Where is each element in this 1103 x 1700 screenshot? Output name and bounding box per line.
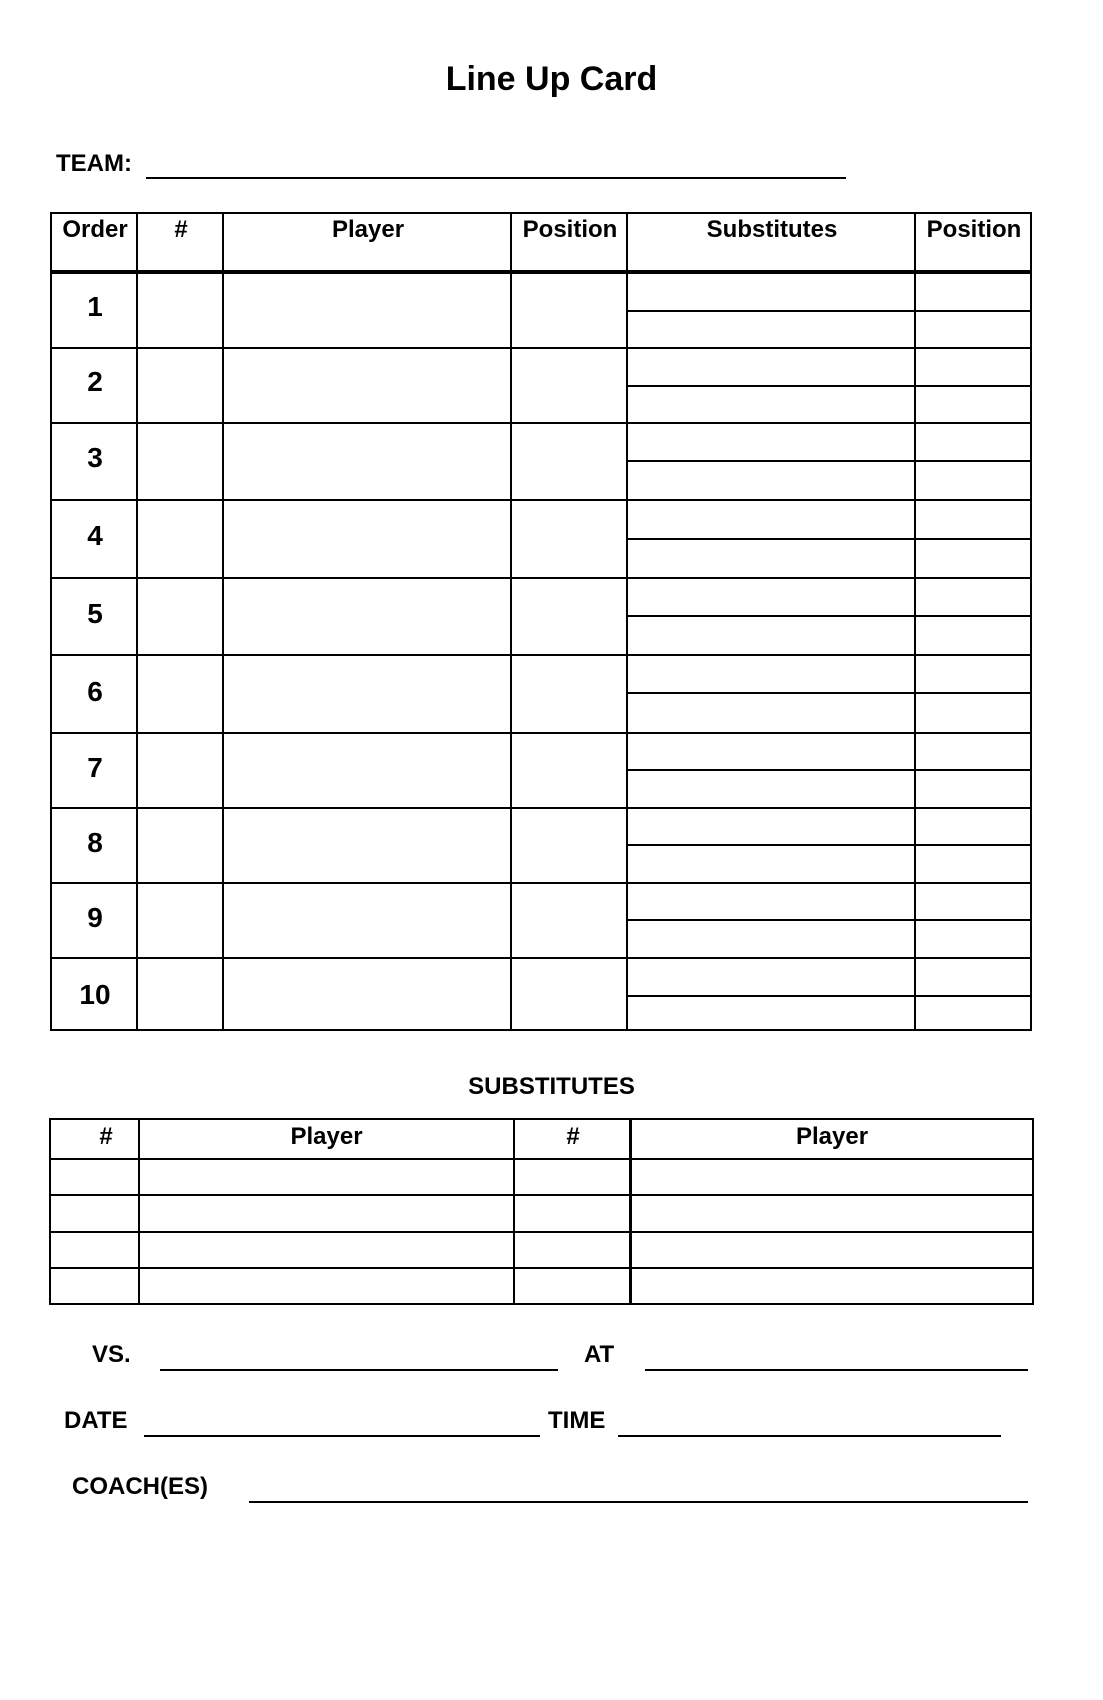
row-divider <box>52 732 1030 734</box>
coach-input-line[interactable] <box>249 1501 1028 1503</box>
date-label: DATE <box>64 1407 128 1434</box>
header-sub-number-2: # <box>566 1123 580 1150</box>
time-input-line[interactable] <box>618 1435 1001 1437</box>
row-divider <box>52 577 1030 579</box>
order-number: 8 <box>87 827 103 858</box>
row-divider <box>52 957 1030 959</box>
vs-input-line[interactable] <box>160 1369 558 1371</box>
header-sub-number: # <box>99 1123 113 1150</box>
order-number: 5 <box>87 598 103 629</box>
at-label: AT <box>584 1341 615 1368</box>
at-input-line[interactable] <box>645 1369 1028 1371</box>
header-position: Position <box>522 216 618 243</box>
row-divider <box>51 1158 1032 1160</box>
row-divider <box>52 807 1030 809</box>
header-order: Order <box>62 216 128 243</box>
order-number: 9 <box>87 902 103 933</box>
column-divider <box>626 214 628 1029</box>
column-divider <box>510 214 512 1029</box>
vs-label: VS. <box>92 1341 131 1368</box>
column-divider <box>914 214 916 1029</box>
substitute-line <box>626 538 1030 540</box>
order-number: 3 <box>87 442 103 473</box>
order-number: 6 <box>87 676 103 707</box>
row-divider <box>52 654 1030 656</box>
header-divider <box>52 270 1030 274</box>
order-number: 7 <box>87 752 103 783</box>
order-number: 2 <box>87 366 103 397</box>
substitute-line <box>626 460 1030 462</box>
column-divider <box>222 214 224 1029</box>
time-label: TIME <box>548 1407 606 1434</box>
substitute-line <box>626 692 1030 694</box>
row-divider <box>52 347 1030 349</box>
substitute-line <box>626 615 1030 617</box>
page-title: Line Up Card <box>445 60 658 98</box>
order-number: 4 <box>87 520 103 551</box>
team-label: TEAM: <box>56 150 132 177</box>
header-substitutes: Substitutes <box>706 216 838 243</box>
coach-label: COACH(ES) <box>72 1473 208 1500</box>
substitutes-table <box>49 1118 1034 1305</box>
substitute-line <box>626 310 1030 312</box>
row-divider <box>51 1194 1032 1196</box>
row-divider <box>52 882 1030 884</box>
order-number: 10 <box>79 979 111 1010</box>
row-divider <box>52 422 1030 424</box>
header-sub-player-2: Player <box>795 1123 869 1150</box>
lineup-table <box>50 212 1032 1031</box>
order-number: 1 <box>87 291 103 322</box>
substitute-line <box>626 995 1030 997</box>
header-number: # <box>174 216 188 243</box>
date-input-line[interactable] <box>144 1435 540 1437</box>
row-divider <box>51 1231 1032 1233</box>
substitute-line <box>626 769 1030 771</box>
row-divider <box>52 499 1030 501</box>
header-sub-player: Player <box>290 1123 363 1150</box>
row-divider <box>51 1267 1032 1269</box>
substitutes-title: SUBSTITUTES <box>468 1073 635 1100</box>
team-input-line[interactable] <box>146 177 846 179</box>
header-player: Player <box>331 216 405 243</box>
substitute-line <box>626 385 1030 387</box>
substitute-line <box>626 919 1030 921</box>
header-sub-position: Position <box>926 216 1022 243</box>
substitute-line <box>626 844 1030 846</box>
